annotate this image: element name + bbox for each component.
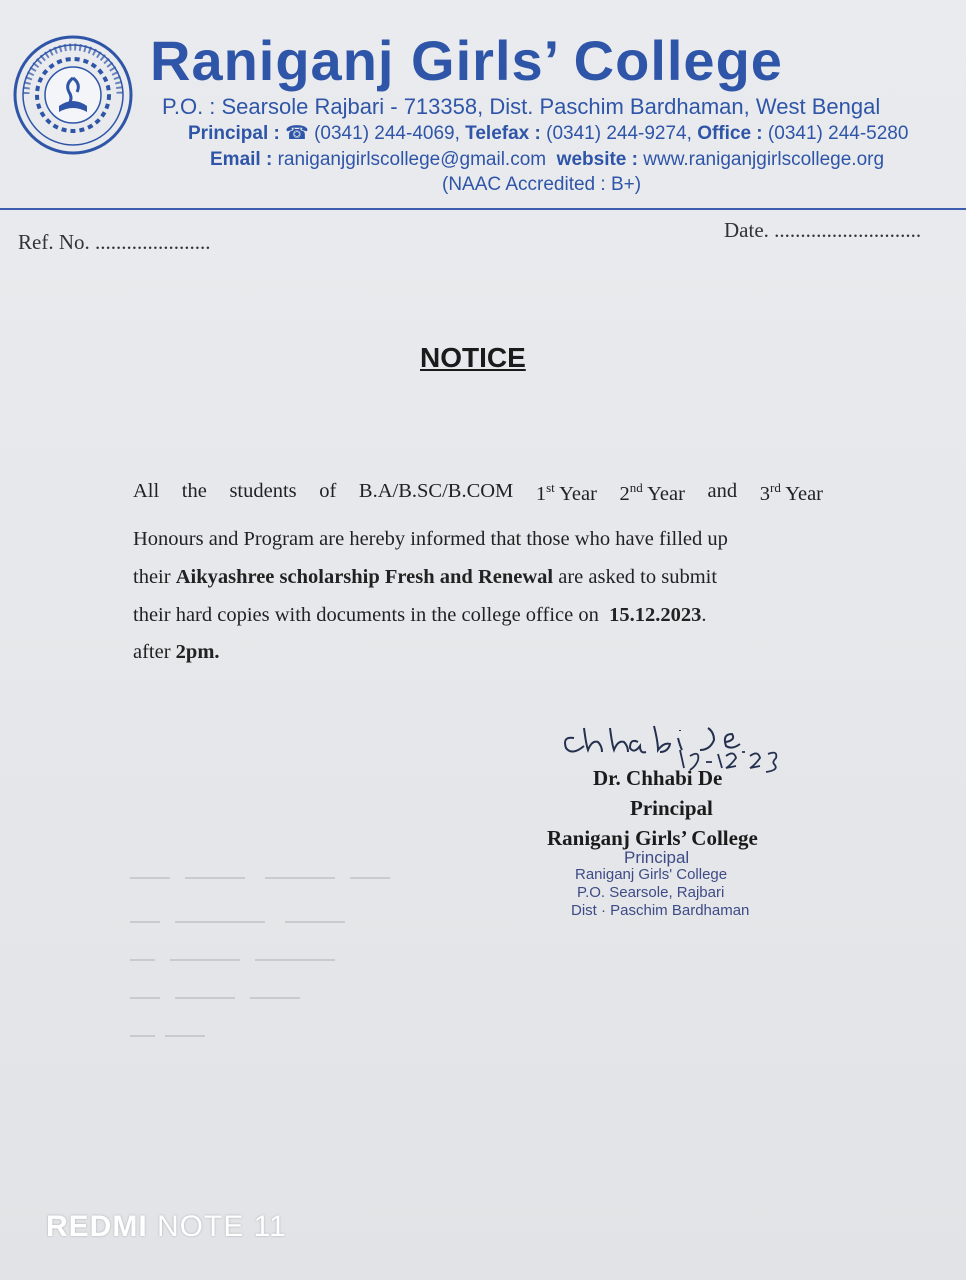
notice-title: NOTICE [420, 342, 526, 373]
principal-phone: (0341) 244-4069, [314, 123, 460, 144]
notice-line-5: after 2pm. [133, 641, 220, 663]
ref-number [18, 230, 211, 255]
watermark-model: NOTE 11 [157, 1210, 287, 1243]
bleed-through-marks [125, 860, 405, 1060]
email-address: raniganjgirlscollege@gmail.com [277, 149, 547, 170]
naac-accreditation: (NAAC Accredited : B+) [442, 174, 642, 195]
stamp-district: Dist · Paschim Bardhaman [571, 902, 750, 919]
date-dots: ............................ [774, 218, 922, 242]
year-first: 1st Year [535, 480, 597, 505]
notice-line-3: their Aikyashree scholarship Fresh and Renewal are asked to submit [133, 566, 718, 588]
college-address: P.O. : Searsole Rajbari - 713358, Dist. Paschim Bardhaman, West Bengal [162, 94, 881, 119]
letterhead-divider [0, 208, 966, 210]
stamp-college: Raniganj Girls' College [575, 866, 728, 883]
date-field [724, 218, 921, 243]
year-third: 3rd Year [759, 480, 823, 505]
notice-line-4: their hard copies with documents in the college office on 15.12.2023. [133, 604, 707, 626]
camera-watermark [46, 1210, 287, 1244]
phone-icon: ☎ [285, 123, 309, 144]
courses: B.A/B.SC/B.COM [358, 480, 514, 502]
contact-phones [188, 122, 908, 145]
college-name: Raniganj Girls’ College [150, 29, 783, 92]
office-phone: (0341) 244-5280 [767, 123, 909, 144]
stamp-title: Principal [624, 848, 690, 867]
year-second: 2nd Year [619, 480, 685, 505]
email-label: Email : [210, 149, 273, 170]
website-url: www.raniganjgirlscollege.org [643, 149, 885, 170]
scholarship-name: Aikyashree scholarship Fresh and Renewal [175, 566, 554, 588]
signatory-name: Dr. Chhabi De [593, 766, 723, 790]
watermark-brand: REDMI [46, 1210, 148, 1243]
submission-date: 15.12.2023 [609, 604, 702, 626]
submission-time: 2pm. [175, 641, 220, 663]
word: students [229, 480, 297, 502]
contact-online [210, 149, 884, 171]
ref-label: Ref. No. [18, 230, 90, 254]
word: All [133, 480, 160, 502]
telefax-number: (0341) 244-9274, [546, 123, 692, 144]
college-logo [12, 34, 134, 156]
telefax-label: Telefax : [465, 123, 541, 144]
principal-label: Principal : [188, 123, 280, 144]
notice-line-2: Honours and Program are hereby informed that those who have filled up [133, 528, 728, 550]
stamp-address: P.O. Searsole, Rajbari [577, 884, 725, 901]
date-label: Date. [724, 218, 769, 242]
word: and [707, 480, 738, 502]
office-label: Office : [697, 123, 763, 144]
signatory-college: Raniganj Girls’ College [547, 826, 758, 850]
notice-line-1 [133, 480, 823, 506]
word: the [181, 480, 207, 502]
word: of [319, 480, 337, 502]
signatory-title: Principal [630, 796, 713, 820]
ref-dots: ...................... [95, 230, 211, 254]
website-label: website : [556, 149, 638, 170]
